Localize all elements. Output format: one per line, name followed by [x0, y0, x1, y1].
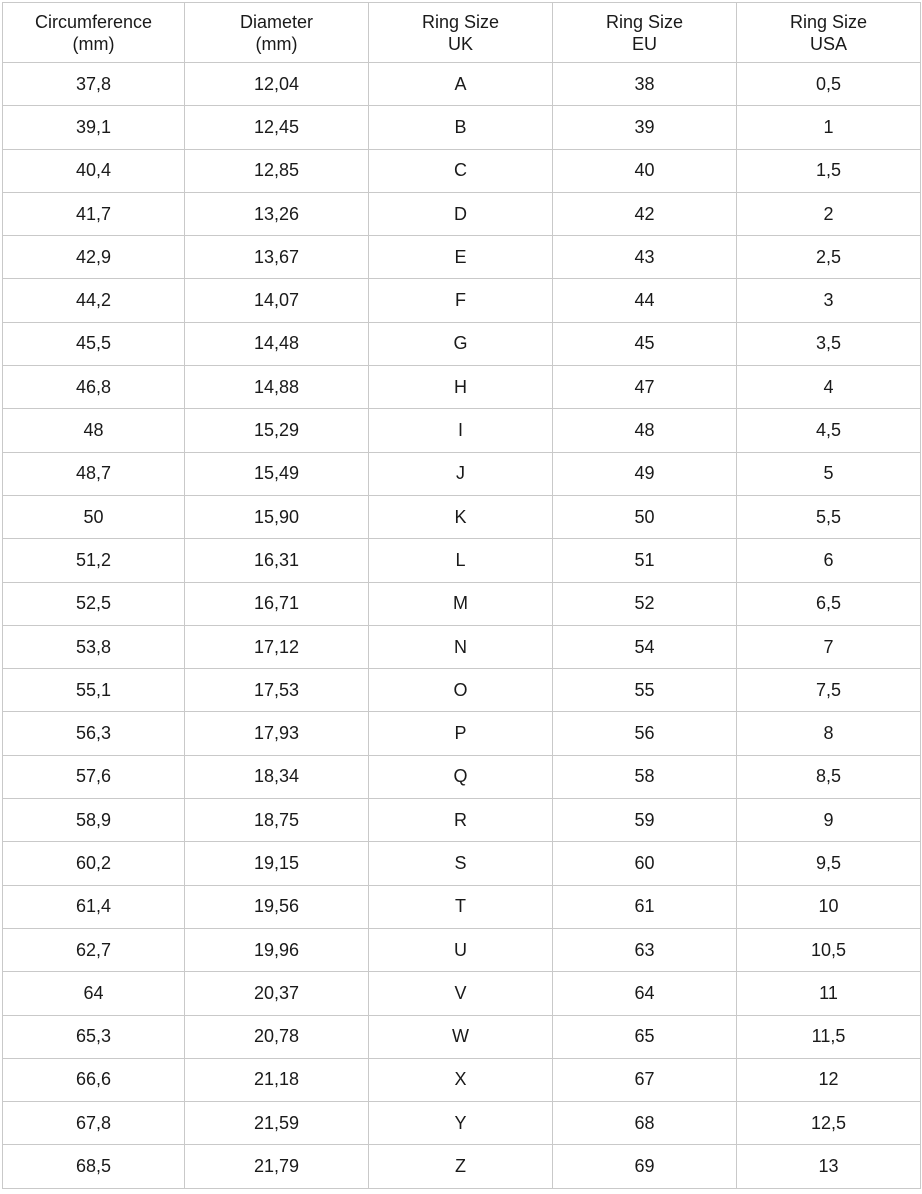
eu-size-cell: 56 — [553, 712, 737, 755]
diameter-cell: 17,93 — [185, 712, 369, 755]
header-diameter-line1: Diameter — [239, 11, 314, 32]
circumference-cell: 42,9 — [3, 236, 185, 279]
uk-size-cell: U — [369, 928, 553, 971]
usa-size-cell: 6 — [737, 539, 921, 582]
eu-size-cell: 55 — [553, 669, 737, 712]
circumference-cell: 57,6 — [3, 755, 185, 798]
table-row — [3, 755, 921, 798]
table-row — [3, 712, 921, 755]
eu-size-cell: 59 — [553, 799, 737, 842]
circumference-cell: 46,8 — [3, 366, 185, 409]
table-row — [3, 495, 921, 538]
header-row — [3, 3, 921, 63]
uk-size-cell: H — [369, 366, 553, 409]
usa-size-cell: 12 — [737, 1058, 921, 1101]
uk-size-cell: F — [369, 279, 553, 322]
uk-size-cell: A — [369, 63, 553, 106]
table-row — [3, 149, 921, 192]
circumference-cell: 65,3 — [3, 1015, 185, 1058]
diameter-cell: 14,88 — [185, 366, 369, 409]
diameter-cell: 12,04 — [185, 63, 369, 106]
uk-size-cell: J — [369, 452, 553, 495]
diameter-cell: 15,90 — [185, 495, 369, 538]
diameter-cell: 14,07 — [185, 279, 369, 322]
eu-size-cell: 50 — [553, 495, 737, 538]
diameter-cell: 21,18 — [185, 1058, 369, 1101]
eu-size-cell: 61 — [553, 885, 737, 928]
diameter-cell: 12,85 — [185, 149, 369, 192]
eu-size-cell: 49 — [553, 452, 737, 495]
table-row — [3, 452, 921, 495]
uk-size-cell: Q — [369, 755, 553, 798]
circumference-cell: 61,4 — [3, 885, 185, 928]
diameter-cell: 18,34 — [185, 755, 369, 798]
header-diameter-line2: (mm) — [255, 33, 298, 54]
diameter-cell: 12,45 — [185, 106, 369, 149]
eu-size-cell: 65 — [553, 1015, 737, 1058]
eu-size-cell: 60 — [553, 842, 737, 885]
table-row — [3, 885, 921, 928]
eu-size-cell: 42 — [553, 192, 737, 235]
uk-size-cell: M — [369, 582, 553, 625]
usa-size-cell: 5,5 — [737, 495, 921, 538]
circumference-cell: 64 — [3, 972, 185, 1015]
ring-size-table — [2, 2, 921, 1189]
uk-size-cell: I — [369, 409, 553, 452]
header-ring-size-usa-line1: Ring Size — [789, 11, 868, 32]
table-row — [3, 106, 921, 149]
header-ring-size-usa — [737, 3, 921, 63]
usa-size-cell: 6,5 — [737, 582, 921, 625]
table-row — [3, 322, 921, 365]
table-row — [3, 236, 921, 279]
eu-size-cell: 52 — [553, 582, 737, 625]
header-ring-size-eu-line1: Ring Size — [605, 11, 684, 32]
usa-size-cell: 10,5 — [737, 928, 921, 971]
diameter-cell: 15,49 — [185, 452, 369, 495]
header-diameter — [185, 3, 369, 63]
diameter-cell: 13,67 — [185, 236, 369, 279]
table-row — [3, 928, 921, 971]
header-circumference-line1: Circumference — [34, 11, 153, 32]
uk-size-cell: Z — [369, 1145, 553, 1188]
usa-size-cell: 1,5 — [737, 149, 921, 192]
uk-size-cell: C — [369, 149, 553, 192]
usa-size-cell: 7,5 — [737, 669, 921, 712]
circumference-cell: 50 — [3, 495, 185, 538]
diameter-cell: 15,29 — [185, 409, 369, 452]
usa-size-cell: 8 — [737, 712, 921, 755]
eu-size-cell: 68 — [553, 1102, 737, 1145]
table-row — [3, 366, 921, 409]
eu-size-cell: 67 — [553, 1058, 737, 1101]
uk-size-cell: N — [369, 625, 553, 668]
uk-size-cell: X — [369, 1058, 553, 1101]
circumference-cell: 51,2 — [3, 539, 185, 582]
circumference-cell: 44,2 — [3, 279, 185, 322]
uk-size-cell: D — [369, 192, 553, 235]
table-row — [3, 539, 921, 582]
table-row — [3, 192, 921, 235]
header-ring-size-eu — [553, 3, 737, 63]
eu-size-cell: 38 — [553, 63, 737, 106]
uk-size-cell: Y — [369, 1102, 553, 1145]
usa-size-cell: 9,5 — [737, 842, 921, 885]
uk-size-cell: W — [369, 1015, 553, 1058]
eu-size-cell: 45 — [553, 322, 737, 365]
usa-size-cell: 10 — [737, 885, 921, 928]
usa-size-cell: 3 — [737, 279, 921, 322]
table-row — [3, 63, 921, 106]
circumference-cell: 60,2 — [3, 842, 185, 885]
diameter-cell: 17,53 — [185, 669, 369, 712]
table-row — [3, 1102, 921, 1145]
table-row — [3, 279, 921, 322]
table-row — [3, 1145, 921, 1188]
usa-size-cell: 1 — [737, 106, 921, 149]
header-ring-size-uk — [369, 3, 553, 63]
uk-size-cell: V — [369, 972, 553, 1015]
eu-size-cell: 63 — [553, 928, 737, 971]
eu-size-cell: 51 — [553, 539, 737, 582]
eu-size-cell: 58 — [553, 755, 737, 798]
usa-size-cell: 11,5 — [737, 1015, 921, 1058]
table-row — [3, 842, 921, 885]
header-ring-size-uk-line1: Ring Size — [421, 11, 500, 32]
eu-size-cell: 64 — [553, 972, 737, 1015]
table-row — [3, 1058, 921, 1101]
eu-size-cell: 54 — [553, 625, 737, 668]
circumference-cell: 62,7 — [3, 928, 185, 971]
uk-size-cell: R — [369, 799, 553, 842]
diameter-cell: 16,71 — [185, 582, 369, 625]
diameter-cell: 13,26 — [185, 192, 369, 235]
usa-size-cell: 12,5 — [737, 1102, 921, 1145]
diameter-cell: 18,75 — [185, 799, 369, 842]
table-row — [3, 1015, 921, 1058]
header-ring-size-uk-line2: UK — [447, 33, 473, 54]
circumference-cell: 48,7 — [3, 452, 185, 495]
table-row — [3, 972, 921, 1015]
circumference-cell: 39,1 — [3, 106, 185, 149]
circumference-cell: 56,3 — [3, 712, 185, 755]
uk-size-cell: B — [369, 106, 553, 149]
circumference-cell: 67,8 — [3, 1102, 185, 1145]
table-row — [3, 669, 921, 712]
uk-size-cell: K — [369, 495, 553, 538]
eu-size-cell: 40 — [553, 149, 737, 192]
circumference-cell: 37,8 — [3, 63, 185, 106]
uk-size-cell: L — [369, 539, 553, 582]
uk-size-cell: T — [369, 885, 553, 928]
usa-size-cell: 2,5 — [737, 236, 921, 279]
diameter-cell: 16,31 — [185, 539, 369, 582]
eu-size-cell: 44 — [553, 279, 737, 322]
diameter-cell: 21,59 — [185, 1102, 369, 1145]
usa-size-cell: 8,5 — [737, 755, 921, 798]
uk-size-cell: O — [369, 669, 553, 712]
diameter-cell: 19,15 — [185, 842, 369, 885]
circumference-cell: 48 — [3, 409, 185, 452]
table-row — [3, 409, 921, 452]
circumference-cell: 66,6 — [3, 1058, 185, 1101]
table-row — [3, 582, 921, 625]
diameter-cell: 20,78 — [185, 1015, 369, 1058]
circumference-cell: 55,1 — [3, 669, 185, 712]
usa-size-cell: 3,5 — [737, 322, 921, 365]
eu-size-cell: 69 — [553, 1145, 737, 1188]
uk-size-cell: E — [369, 236, 553, 279]
table-header — [3, 3, 921, 63]
eu-size-cell: 43 — [553, 236, 737, 279]
table-row — [3, 799, 921, 842]
diameter-cell: 19,96 — [185, 928, 369, 971]
circumference-cell: 40,4 — [3, 149, 185, 192]
usa-size-cell: 4,5 — [737, 409, 921, 452]
circumference-cell: 52,5 — [3, 582, 185, 625]
circumference-cell: 53,8 — [3, 625, 185, 668]
eu-size-cell: 48 — [553, 409, 737, 452]
table-row — [3, 625, 921, 668]
usa-size-cell: 7 — [737, 625, 921, 668]
diameter-cell: 19,56 — [185, 885, 369, 928]
circumference-cell: 68,5 — [3, 1145, 185, 1188]
usa-size-cell: 11 — [737, 972, 921, 1015]
header-ring-size-usa-line2: USA — [809, 33, 847, 54]
usa-size-cell: 0,5 — [737, 63, 921, 106]
header-ring-size-eu-line2: EU — [631, 33, 657, 54]
usa-size-cell: 2 — [737, 192, 921, 235]
header-circumference — [3, 3, 185, 63]
circumference-cell: 45,5 — [3, 322, 185, 365]
usa-size-cell: 9 — [737, 799, 921, 842]
eu-size-cell: 47 — [553, 366, 737, 409]
usa-size-cell: 5 — [737, 452, 921, 495]
uk-size-cell: S — [369, 842, 553, 885]
usa-size-cell: 13 — [737, 1145, 921, 1188]
diameter-cell: 21,79 — [185, 1145, 369, 1188]
circumference-cell: 58,9 — [3, 799, 185, 842]
table-body — [3, 63, 921, 1189]
circumference-cell: 41,7 — [3, 192, 185, 235]
uk-size-cell: G — [369, 322, 553, 365]
diameter-cell: 14,48 — [185, 322, 369, 365]
diameter-cell: 17,12 — [185, 625, 369, 668]
usa-size-cell: 4 — [737, 366, 921, 409]
header-circumference-line2: (mm) — [72, 33, 115, 54]
eu-size-cell: 39 — [553, 106, 737, 149]
uk-size-cell: P — [369, 712, 553, 755]
diameter-cell: 20,37 — [185, 972, 369, 1015]
